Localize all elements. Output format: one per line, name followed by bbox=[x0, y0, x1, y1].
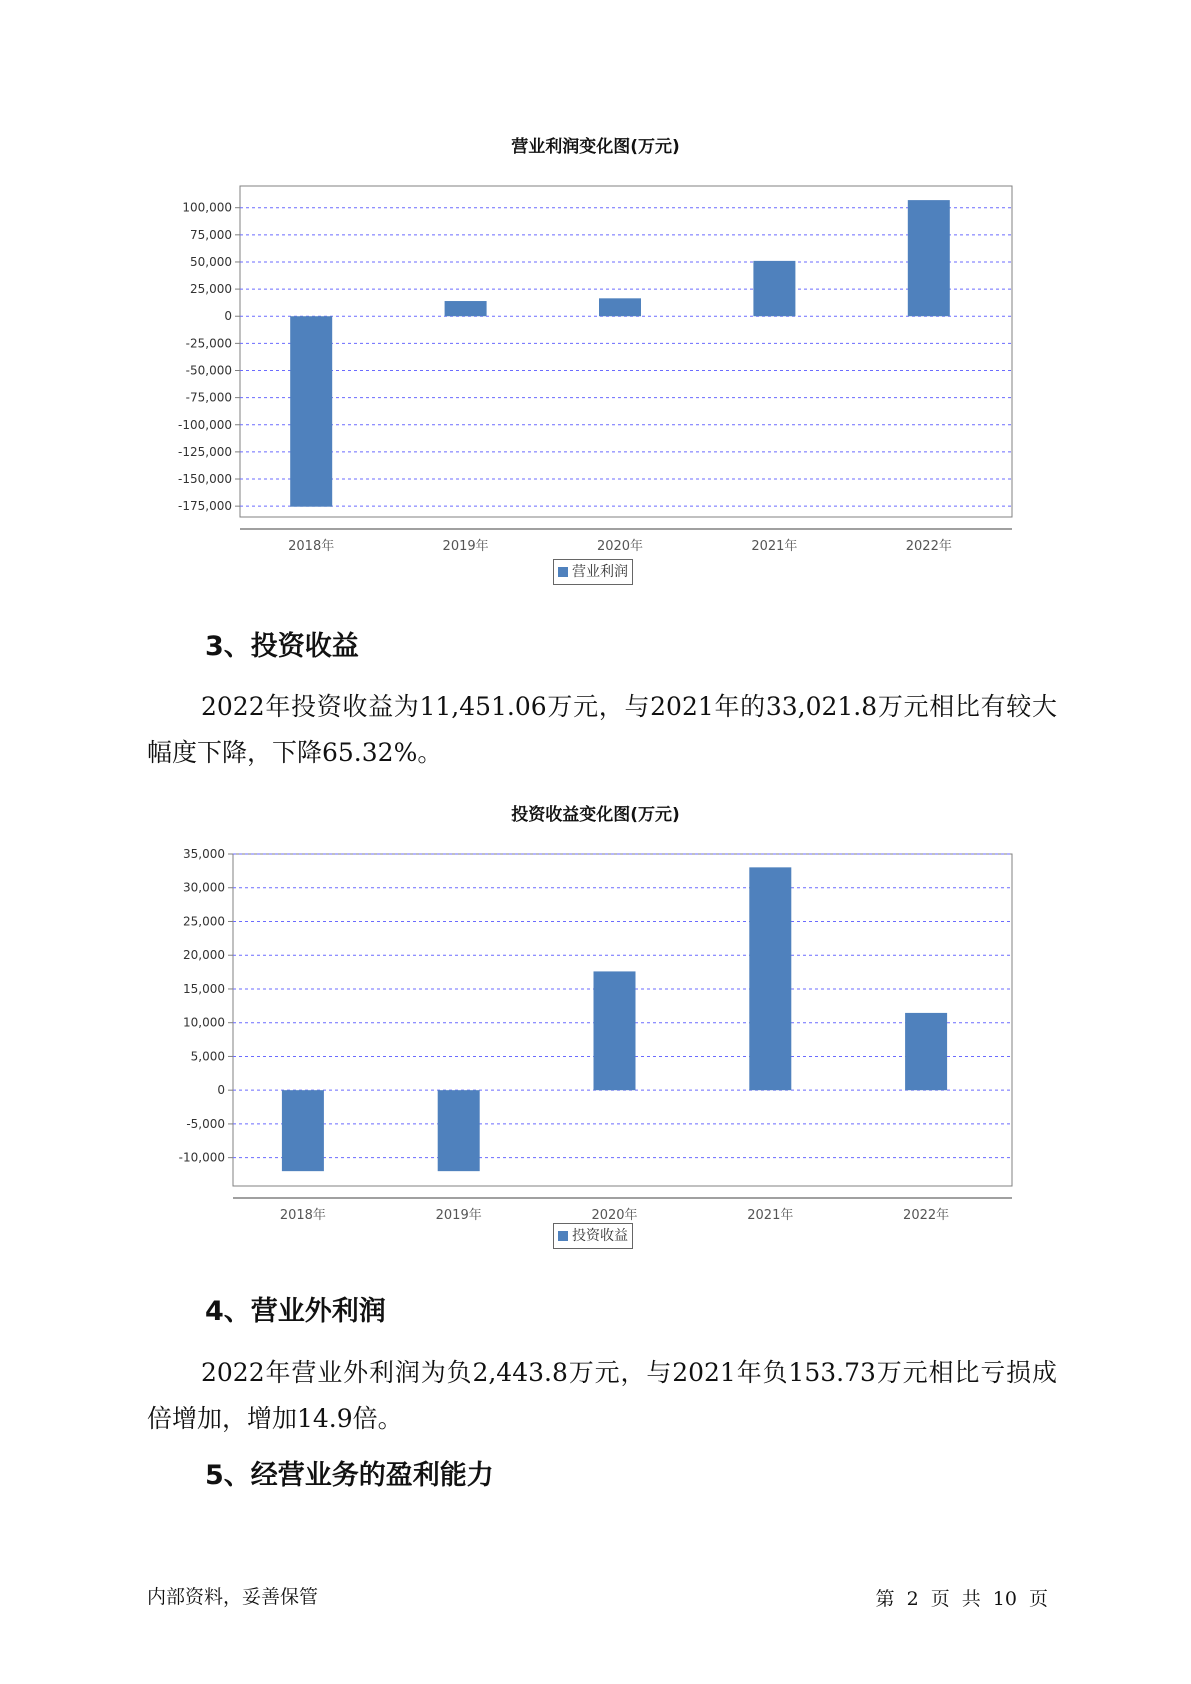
investment-income-chart bbox=[0, 830, 1191, 1230]
chart1-ytick-label: 50,000 bbox=[190, 254, 232, 269]
chart2-xtick-label: 2019年 bbox=[435, 1208, 482, 1223]
section-5-heading: 5、经营业务的盈利能力 bbox=[205, 1460, 494, 1491]
chart1-xtick-label: 2022年 bbox=[905, 539, 952, 554]
chart1-ytick-label: -50,000 bbox=[185, 363, 232, 378]
chart2-bar bbox=[594, 971, 636, 1090]
chart2-bar bbox=[438, 1090, 480, 1171]
chart1-title: 营业利润变化图(万元) bbox=[511, 137, 680, 157]
chart1-bar bbox=[599, 298, 641, 316]
chart2-ytick-label: 10,000 bbox=[183, 1015, 225, 1030]
chart2-legend-label: 投资收益 bbox=[572, 1228, 628, 1244]
section-3-heading: 3、投资收益 bbox=[205, 631, 359, 662]
chart2-xtick-label: 2022年 bbox=[903, 1208, 950, 1223]
chart1-ytick-label: 75,000 bbox=[190, 227, 232, 242]
chart1-ytick-label: 25,000 bbox=[190, 282, 232, 297]
chart2-ytick-label: -10,000 bbox=[178, 1150, 225, 1165]
chart1-bar bbox=[908, 200, 950, 316]
chart2-legend bbox=[553, 1223, 633, 1249]
legend-swatch-icon bbox=[558, 567, 568, 577]
chart2-ytick-label: 35,000 bbox=[183, 847, 225, 861]
chart2-ytick-label: 15,000 bbox=[183, 981, 225, 996]
chart1-bar bbox=[445, 301, 487, 316]
chart2-bar bbox=[282, 1090, 324, 1171]
chart2-ytick-label: 25,000 bbox=[183, 914, 225, 929]
chart2-ytick-label: -5,000 bbox=[186, 1116, 225, 1131]
chart1-ytick-label: -25,000 bbox=[185, 336, 232, 351]
chart2-bar bbox=[749, 867, 791, 1090]
chart1-legend bbox=[553, 559, 633, 585]
section-3-paragraph: 2022年投资收益为11,451.06万元，与2021年的33,021.8万元相比有较大幅度下降，下降65.32%。 bbox=[147, 692, 1057, 767]
chart1-ytick-label: 0 bbox=[224, 309, 232, 324]
chart2-xtick-label: 2021年 bbox=[747, 1208, 794, 1223]
chart2-bar bbox=[905, 1013, 947, 1090]
footer-confidential-note: 内部资料，妥善保管 bbox=[147, 1586, 319, 1608]
chart1-ytick-label: 100,000 bbox=[182, 200, 232, 215]
chart1-xtick-label: 2020年 bbox=[596, 539, 644, 554]
chart1-ytick-label: -150,000 bbox=[178, 472, 232, 487]
chart1-bar bbox=[290, 316, 332, 506]
chart1-legend-label: 营业利润 bbox=[572, 564, 628, 580]
chart1-xtick-label: 2021年 bbox=[751, 539, 798, 554]
operating-profit-chart bbox=[0, 0, 1191, 560]
chart2-xtick-label: 2020年 bbox=[591, 1208, 638, 1223]
chart2-ytick-label: 30,000 bbox=[183, 880, 225, 895]
footer-page-number: 第 2 页 共 10 页 bbox=[875, 1588, 1048, 1610]
chart1-plot-area bbox=[240, 186, 1012, 517]
chart1-ytick-label: -125,000 bbox=[178, 444, 232, 459]
section-4-heading: 4、营业外利润 bbox=[205, 1296, 386, 1327]
legend-swatch-icon bbox=[558, 1231, 568, 1241]
chart1-bar bbox=[753, 261, 795, 316]
chart2-ytick-label: 20,000 bbox=[183, 948, 225, 963]
chart1-xtick-label: 2018年 bbox=[288, 539, 335, 554]
chart1-ytick-label: -100,000 bbox=[178, 417, 232, 432]
chart2-xtick-label: 2018年 bbox=[279, 1208, 326, 1223]
chart2-title: 投资收益变化图(万元) bbox=[511, 805, 680, 825]
chart1-ytick-label: -75,000 bbox=[185, 390, 232, 405]
chart1-ytick-label: -175,000 bbox=[178, 499, 232, 514]
chart2-ytick-label: 5,000 bbox=[190, 1049, 225, 1064]
chart2-ytick-label: 0 bbox=[217, 1083, 225, 1098]
chart1-xtick-label: 2019年 bbox=[442, 539, 489, 554]
section-4-paragraph: 2022年营业外利润为负2,443.8万元，与2021年负153.73万元相比亏损成倍增加，增加14.9倍。 bbox=[147, 1358, 1057, 1433]
